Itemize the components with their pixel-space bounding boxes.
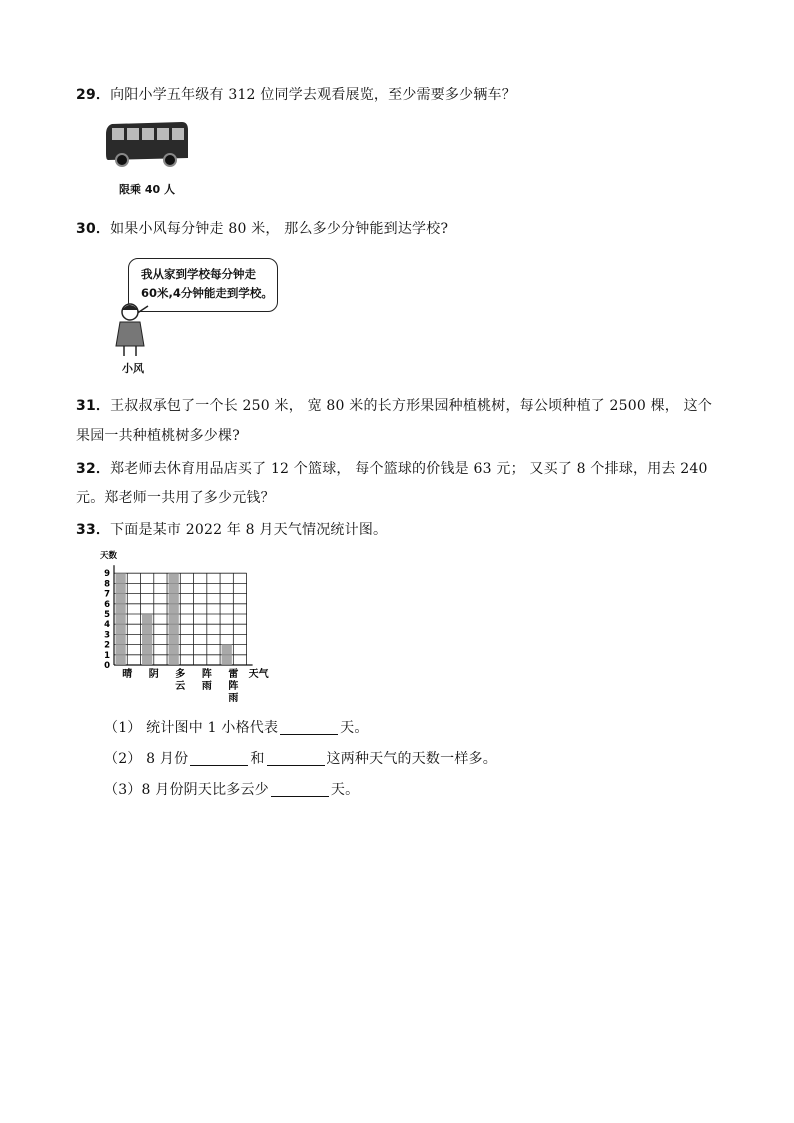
x-tick-label: 雨	[201, 681, 212, 692]
bar	[222, 645, 232, 665]
weather-bar-chart	[96, 548, 276, 708]
girl-illustration	[108, 298, 158, 360]
y-tick-label: 8	[104, 579, 110, 590]
question-text-line-1: 郑老师去休育用品店买了 12 个篮球， 每个篮球的价钱是 63 元； 又买了 8 个排球，用去 240	[110, 461, 708, 477]
question-text-line-1: 王叔叔承包了一个长 250 米， 宽 80 米的长方形果园种植桃树，每公顷种植了 2500 棵， 这个	[110, 398, 713, 414]
bar	[169, 573, 179, 665]
y-tick-label: 1	[104, 650, 110, 661]
bar	[116, 573, 126, 665]
x-tick-label: 多	[175, 669, 186, 680]
question-32-line-2: 元。郑老师一共用了多少元钱？	[76, 490, 275, 506]
x-tick-label: 阵	[228, 681, 239, 692]
y-tick-label: 5	[104, 610, 110, 620]
y-tick-label: 7	[104, 589, 110, 600]
bar	[142, 614, 152, 665]
question-text: 下面是某市 2022 年 8 月天气情况统计图。	[110, 522, 388, 538]
sub-question-unit: 天。	[330, 782, 360, 798]
bus-illustration	[102, 118, 190, 170]
sub-question-unit: 天。	[340, 720, 369, 736]
question-32	[76, 458, 708, 478]
question-30	[76, 218, 448, 238]
sub-question-2	[104, 748, 497, 768]
question-31	[76, 395, 712, 415]
sub-question-3	[104, 779, 359, 799]
question-29	[76, 84, 516, 104]
x-tick-label: 云	[175, 681, 186, 692]
y-tick-label: 4	[104, 620, 110, 631]
sub-question-1	[104, 717, 369, 737]
question-number: 30．	[76, 221, 111, 237]
y-tick-label: 0	[104, 661, 110, 671]
character-name: 小风	[122, 362, 144, 375]
x-tick-label: 雷	[228, 669, 239, 680]
question-number: 29．	[76, 87, 111, 103]
y-axis-label: 天数	[100, 551, 118, 561]
x-tick-label: 阴	[148, 669, 159, 680]
sub-question-connector: 和	[250, 751, 265, 767]
answer-blank[interactable]	[267, 751, 325, 766]
answer-blank[interactable]	[190, 751, 248, 766]
question-text: 如果小风每分钟走 80 米， 那么多少分钟能到达学校?	[110, 221, 449, 237]
bus-caption: 限乘 40 人	[119, 183, 175, 196]
y-tick-label: 2	[104, 640, 110, 651]
answer-blank[interactable]	[280, 720, 338, 735]
x-tick-label: 阵	[201, 669, 212, 680]
bubble-line-1: 我从家到学校每分钟走	[141, 267, 256, 281]
y-tick-label: 6	[104, 599, 110, 610]
question-number: 32．	[76, 461, 111, 477]
sub-question-text: （1） 统计图中 1 小格代表	[104, 720, 279, 736]
sub-question-text: （3）8 月份阴天比多云少	[104, 782, 269, 798]
bubble-line-2: 60米,4分钟能走到学校。	[141, 286, 273, 300]
y-tick-label: 3	[104, 630, 110, 641]
question-33	[76, 519, 387, 539]
sub-question-text: （2） 8 月份	[104, 751, 189, 767]
answer-blank[interactable]	[271, 782, 329, 797]
question-number: 33．	[76, 522, 111, 538]
y-tick-label: 9	[104, 569, 110, 580]
x-axis-label: 天气	[248, 669, 269, 680]
question-text: 向阳小学五年级有 312 位同学去观看展览，至少需要多少辆车？	[110, 87, 516, 103]
question-number: 31．	[76, 398, 111, 414]
x-tick-label: 晴	[122, 669, 133, 680]
x-tick-label: 雨	[228, 693, 239, 704]
question-31-line-2: 果园一共种植桃树多少棵?	[76, 428, 240, 444]
sub-question-tail: 这两种天气的天数一样多。	[326, 751, 497, 767]
